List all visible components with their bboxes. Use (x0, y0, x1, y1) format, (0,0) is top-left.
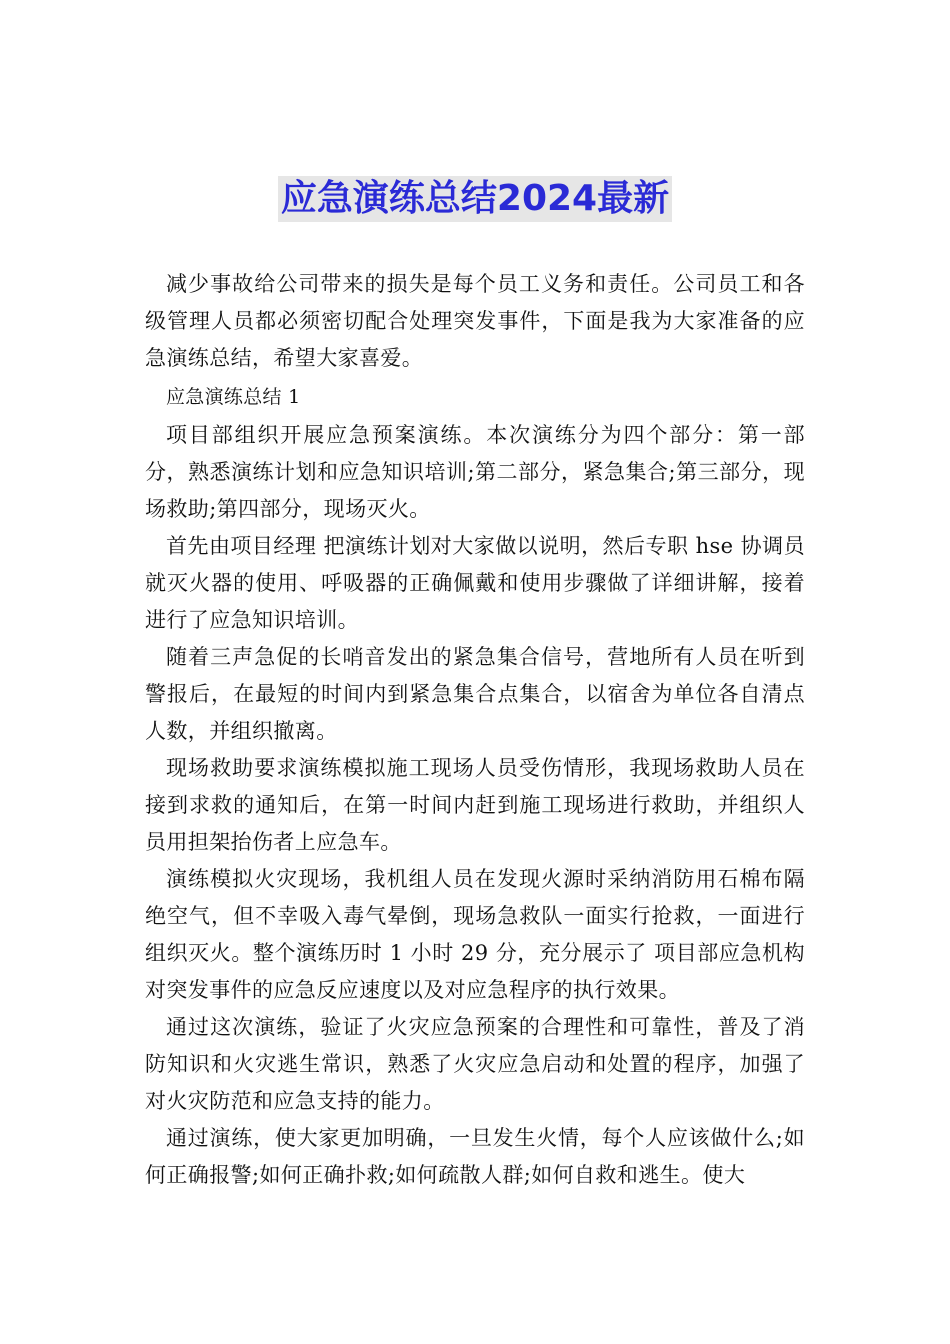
document-title: 应急演练总结2024最新 (278, 176, 672, 222)
section-heading: 应急演练总结 1 (166, 386, 301, 408)
title-container (0, 176, 950, 222)
document-body (145, 266, 805, 1194)
body-paragraph: 现场救助要求演练模拟施工现场人员受伤情形，我现场救助人员在接到求救的通知后，在第一时间内赶到施工现场进行救助，并组织人员用担架抬伤者上应急车。 (145, 756, 805, 854)
body-paragraph: 随着三声急促的长哨音发出的紧急集合信号，营地所有人员在听到警报后，在最短的时间内到紧急集合点集合，以宿舍为单位各自清点人数，并组织撤离。 (145, 645, 805, 743)
body-paragraph: 通过这次演练，验证了火灾应急预案的合理性和可靠性，普及了消防知识和火灾逃生常识，熟悉了火灾应急启动和处置的程序，加强了对火灾防范和应急支持的能力。 (145, 1015, 805, 1113)
body-paragraph: 通过演练，使大家更加明确，一旦发生火情，每个人应该做什么;如何正确报警;如何正确扑救;如何疏散人群;如何自救和逃生。使大 (145, 1126, 805, 1187)
intro-paragraph: 减少事故给公司带来的损失是每个员工义务和责任。公司员工和各级管理人员都必须密切配合处理突发事件，下面是我为大家准备的应急演练总结，希望大家喜爱。 (145, 272, 805, 370)
body-paragraph: 项目部组织开展应急预案演练。本次演练分为四个部分：第一部分，熟悉演练计划和应急知识培训;第二部分，紧急集合;第三部分，现场救助;第四部分，现场灭火。 (145, 423, 805, 521)
body-paragraph: 首先由项目经理 把演练计划对大家做以说明，然后专职 hse 协调员 就灭火器的使用、呼吸器的正确佩戴和使用步骤做了详细讲解，接着进行了应急知识培训。 (145, 534, 805, 632)
body-paragraph: 演练模拟火灾现场，我机组人员在发现火源时采纳消防用石棉布隔绝空气，但不幸吸入毒气晕倒，现场急救队一面实行抢救，一面进行组织灭火。整个演练历时 1 小时 29 分，充分展示了 项目部应急机构对突发事件的应急反应速度以及对应急程序的执行效果。 (145, 867, 805, 1002)
